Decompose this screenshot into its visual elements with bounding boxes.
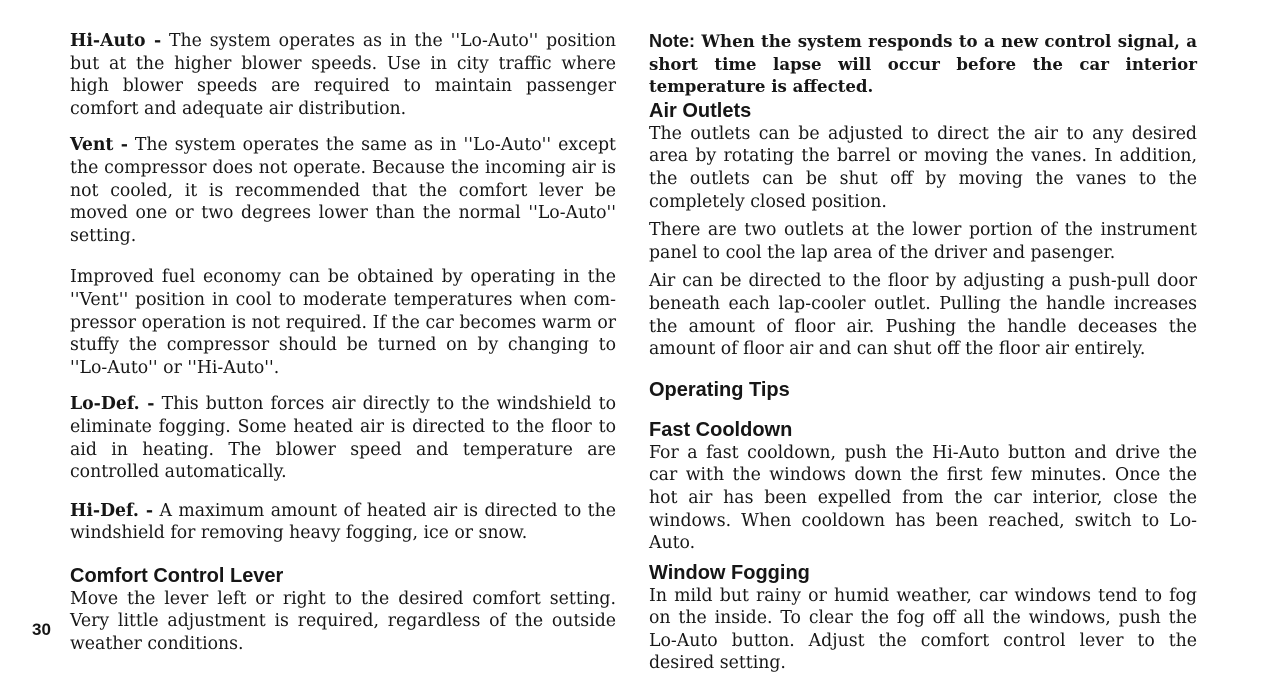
hi-def-paragraph <box>70 500 616 545</box>
window-fogging-paragraph: In mild but rainy or humid weather, car windows tend to fog on the inside. To clear the fog off all the windows, push the Lo-Auto button. Adjust the comfort control lever to the desired setting. <box>649 585 1197 674</box>
lo-def-term: Lo-Def. - <box>70 394 155 415</box>
air-outlets-paragraph-3: Air can be directed to the floor by adjusting a push-pull door beneath each lap-cooler outlet. Pulling the handle increases the amount of floor air. Pushing the handle deceases the amount of floor air and can shut off the floor air entirely. <box>649 271 1197 360</box>
fast-cooldown-heading: Fast Cooldown <box>649 418 793 441</box>
vent-paragraph <box>70 134 616 247</box>
lo-def-text: This button forces air directly to the windshield to eliminate fogging. Some heated air is directed to the floor to aid in heating. The blower speed and temperature are controlled automatically. <box>70 394 616 483</box>
lo-def-paragraph <box>70 393 616 483</box>
comfort-control-heading: Comfort Control Lever <box>70 564 284 587</box>
comfort-control-paragraph: Move the lever left or right to the desired comfort setting. Very little adjustment is required, regardless of the outside weather conditions. <box>70 588 616 655</box>
left-column <box>70 30 616 656</box>
vent-term: Vent - <box>70 135 128 156</box>
window-fogging-heading: Window Fogging <box>649 561 810 584</box>
right-column <box>649 30 1197 675</box>
hi-def-term: Hi-Def. - <box>70 500 154 521</box>
fuel-economy-paragraph: Improved fuel economy can be obtained by operating in the ''Vent'' position in cool to moderate temperatures when com-pressor operation is not required. If the car becomes warm or stuffy the compressor should be turned on by changing to ''Lo-Auto'' or ''Hi-Auto''. <box>70 267 616 378</box>
air-outlets-heading: Air Outlets <box>649 99 752 122</box>
air-outlets-paragraph-2: There are two outlets at the lower portion of the instrument panel to cool the lap area of the driver and pasenger. <box>649 220 1197 263</box>
page-number: 30 <box>32 620 51 639</box>
air-outlets-paragraph-1: The outlets can be adjusted to direct the air to any desired area by rotating the barrel or moving the vanes. In addition, the outlets can be shut off by moving the vanes to the completely closed position. <box>649 123 1197 212</box>
note-paragraph <box>649 30 1197 98</box>
hi-auto-term: Hi-Auto - <box>70 31 162 51</box>
fast-cooldown-paragraph: For a fast cooldown, push the Hi-Auto button and drive the car with the windows down the first few minutes. Once the hot air has been expelled from the car interior, close the windows. When cooldown has been reached, switch to Lo-Auto. <box>649 442 1197 554</box>
note-label: Note: <box>649 31 695 51</box>
operating-tips-heading: Operating Tips <box>649 378 790 401</box>
hi-auto-text: The system operates as in the ''Lo-Auto'' position but at the higher blower speeds. Use in city traffic where high blower speeds are required to maintain passenger comfort and adequate air distribution. <box>70 31 616 119</box>
hi-auto-paragraph <box>70 30 616 120</box>
note-text: When the system responds to a new control signal, a short time lapse will occur before the car interior temperature is affected. <box>649 31 1197 97</box>
vent-text: The system operates the same as in ''Lo-Auto'' except the compressor does not operate. Because the incoming air is not cooled, it is recommended that the comfort lever be moved one or two degrees lower than the normal ''Lo-Auto'' setting. <box>70 135 616 246</box>
hi-def-text: A maximum amount of heated air is directed to the windshield for removing heavy fogging, ice or snow. <box>70 500 616 544</box>
